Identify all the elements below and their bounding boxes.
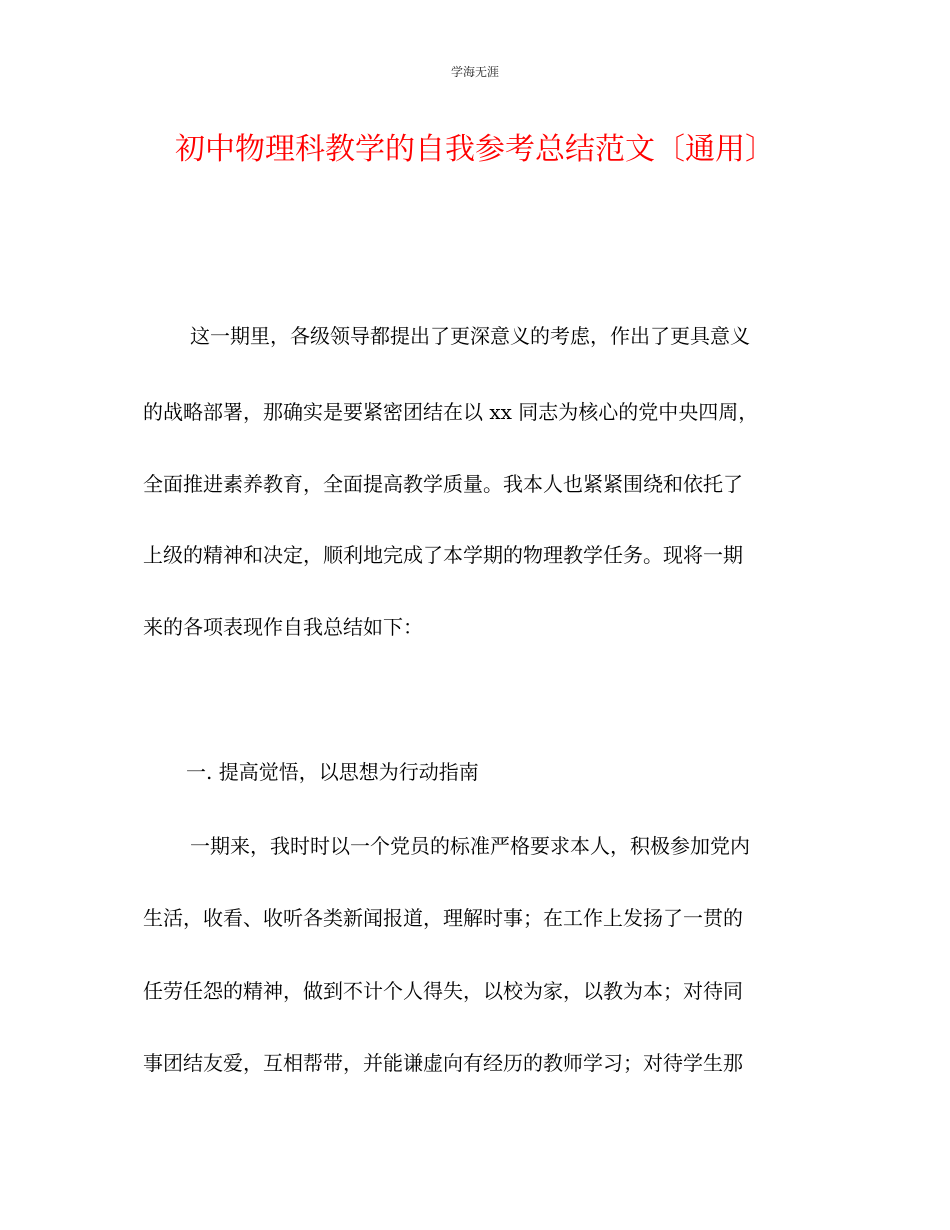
intro-line-3: 全面推进素养教育，全面提高教学质量。我本人也紧紧围绕和依托了	[143, 472, 743, 496]
intro-line-5: 来的各项表现作自我总结如下：	[143, 615, 423, 639]
section1-line-4: 事团结友爱，互相帮带，并能谦虚向有经历的教师学习；对待学生那	[143, 1051, 743, 1075]
document-title: 初中物理科教学的自我参考总结范文〔通用〕	[175, 132, 775, 167]
intro-line-1: 这一期里，各级领导都提出了更深意义的考虑，作出了更具意义	[190, 324, 750, 348]
section1-line-1: 一期来，我时时以一个党员的标准严格要求本人，积极参加党内	[190, 834, 750, 858]
section1-line-3: 任劳任怨的精神，做到不计个人得失，以校为家，以教为本；对待同	[143, 979, 743, 1003]
section1-line-2: 生活，收看、收听各类新闻报道，理解时事；在工作上发扬了一贯的	[143, 906, 743, 930]
intro-line-4: 上级的精神和决定，顺利地完成了本学期的物理教学任务。现将一期	[143, 543, 743, 567]
page-header: 学海无涯	[450, 65, 499, 79]
section-heading-1: 一. 提高觉悟，以思想为行动指南	[186, 760, 479, 784]
intro-line-2: 的战略部署，那确实是要紧密团结在以 xx 同志为核心的党中央四周，	[143, 400, 759, 424]
